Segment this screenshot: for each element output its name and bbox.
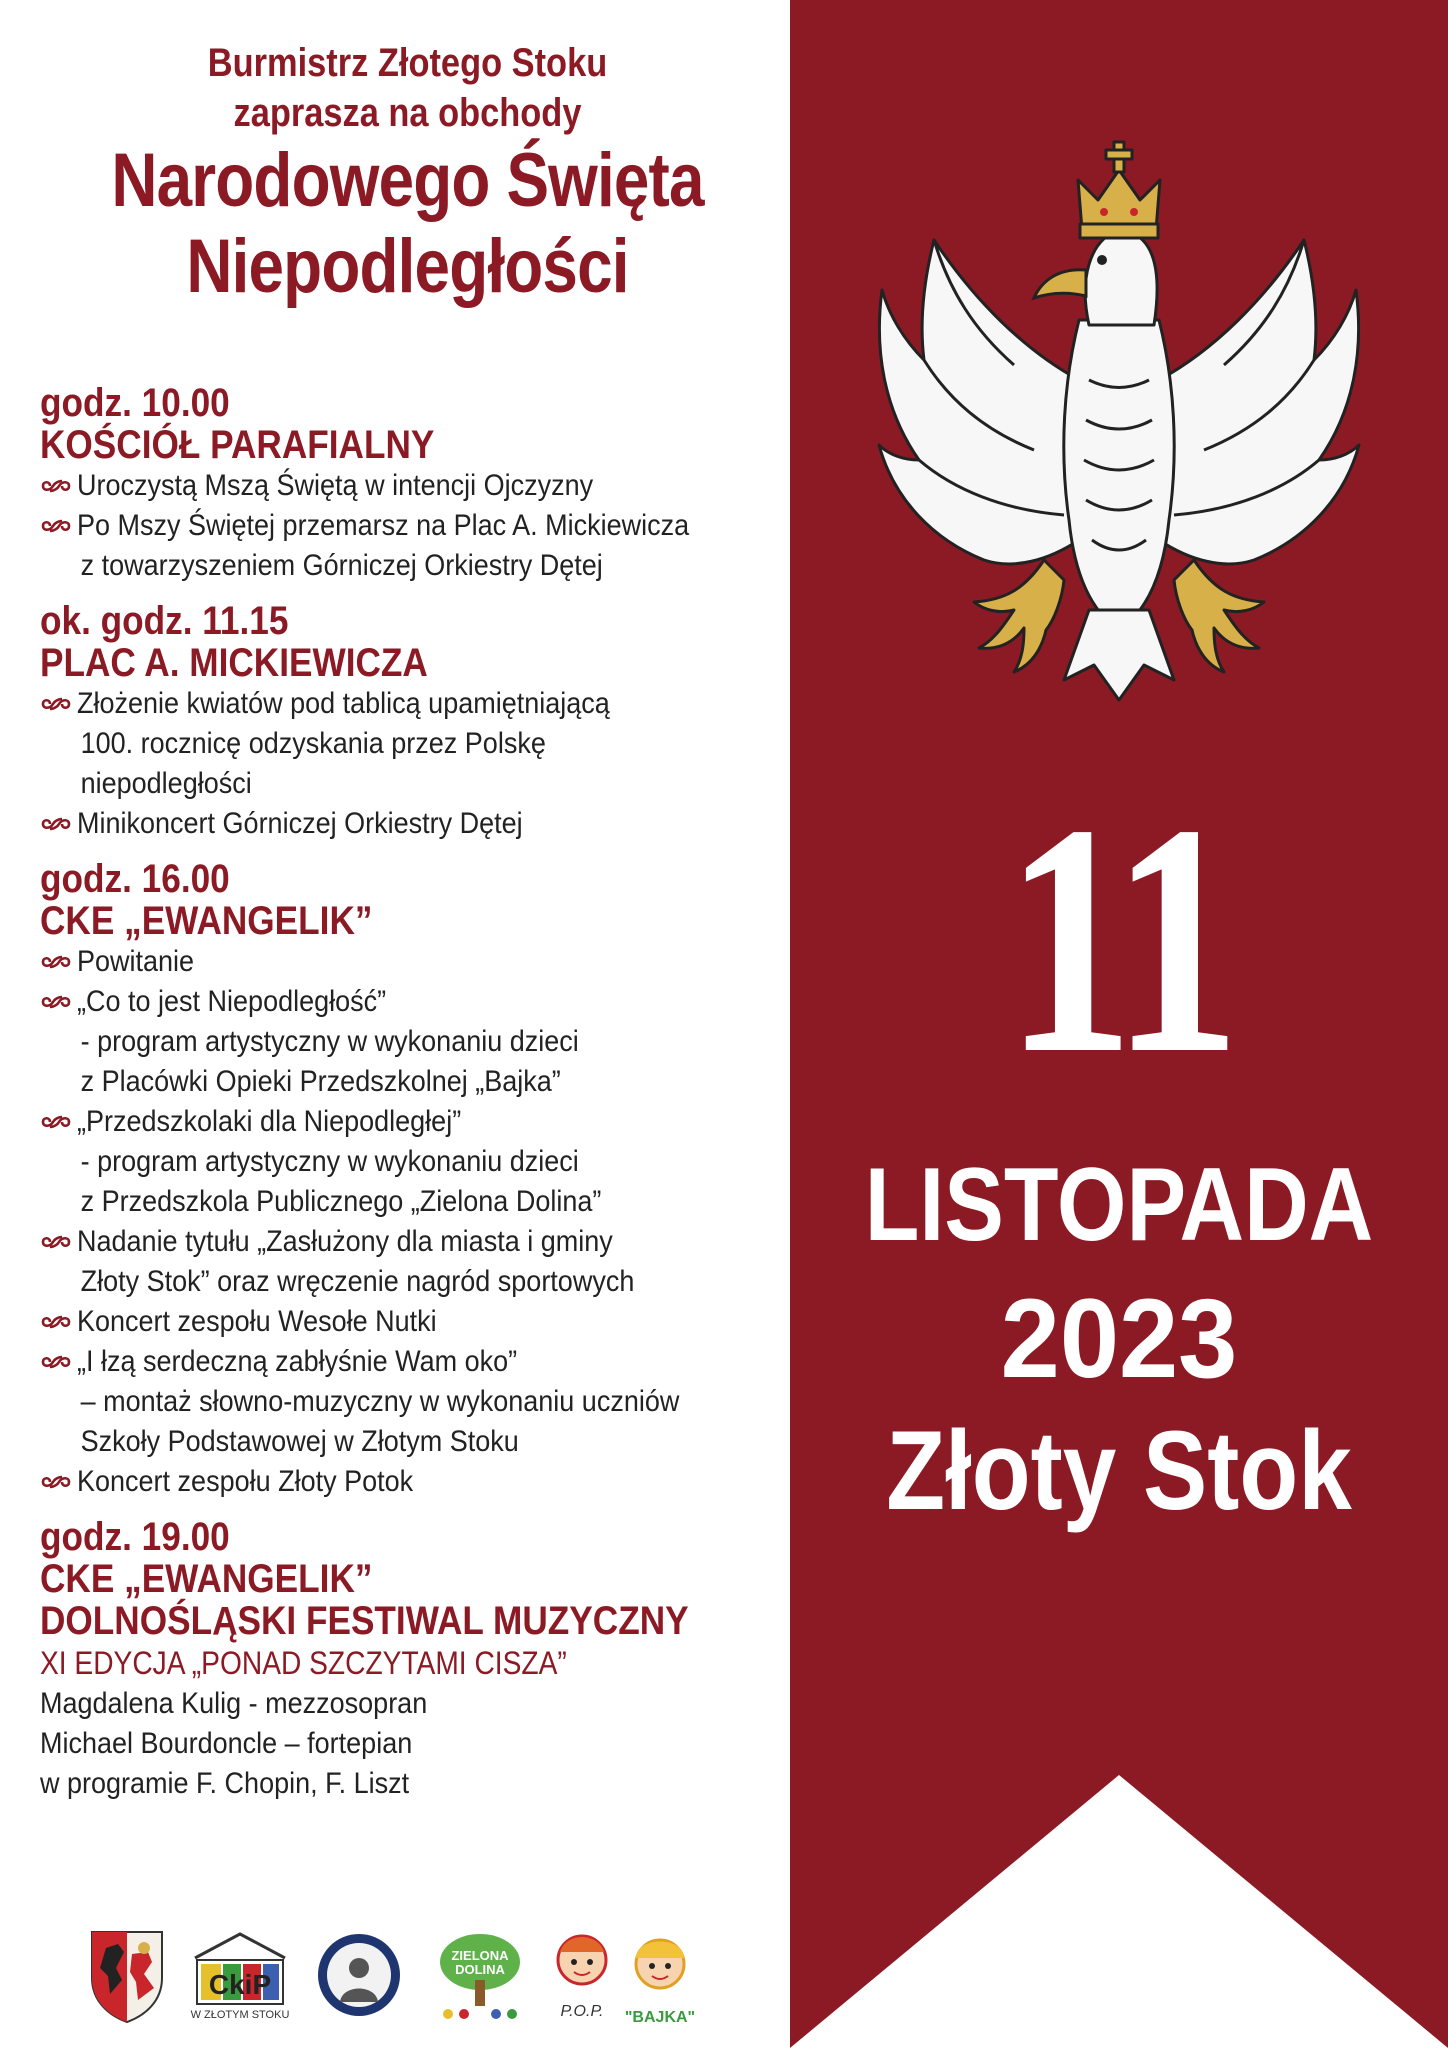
bajka-text: "BAJKA" <box>624 2009 696 2026</box>
chain-link-icon <box>40 518 72 534</box>
program-item <box>40 506 800 586</box>
section-time: ok. godz. 11.15 <box>40 599 289 643</box>
section-place: PLAC A. MICKIEWICZA <box>40 641 428 685</box>
section-place: CKE „EWANGELIK” <box>40 1557 373 1601</box>
event-schedule <box>40 382 800 1818</box>
program-item <box>40 466 800 506</box>
section-place: CKE „EWANGELIK” <box>40 899 373 943</box>
program-item-text: „Przedszkolaki dla Niepodległej” <box>77 1105 462 1138</box>
program-item <box>40 982 800 1102</box>
chain-link-icon <box>40 1234 72 1250</box>
program-item-continuation: niepodległości <box>80 767 252 800</box>
program-item-continuation: Szkoły Podstawowej w Złotym Stoku <box>80 1425 519 1458</box>
program-item-text: Po Mszy Świętej przemarsz na Plac A. Mickiewicza <box>77 509 690 542</box>
schedule-section <box>40 858 800 1502</box>
schedule-section <box>40 600 800 844</box>
program-item-continuation: z Placówki Opieki Przedszkolnej „Bajka” <box>80 1065 561 1098</box>
pop-bajka-logo <box>550 1926 700 2035</box>
festival-edition: XI EDYCJA „PONAD SZCZYTAMI CISZA” <box>40 1645 567 1681</box>
program-item-text: „I łzą serdeczną zabłyśnie Wam oko” <box>77 1345 518 1378</box>
performer-line: Michael Bourdoncle – fortepian <box>40 1727 413 1760</box>
chain-link-icon <box>40 696 72 712</box>
header-line-invites: zaprasza na obchody <box>233 91 582 135</box>
performer-line: Magdalena Kulig - mezzosopran <box>40 1687 428 1720</box>
chain-link-icon <box>40 1354 72 1370</box>
program-item-continuation: – montaż słowno-muzyczny w wykonaniu uczniów <box>80 1385 680 1418</box>
schedule-section <box>40 382 800 586</box>
chain-link-icon <box>40 954 72 970</box>
program-item-continuation: Złoty Stok” oraz wręczenie nagród sportowych <box>80 1265 635 1298</box>
zielona-dolina-logo <box>432 1928 528 2029</box>
chain-link-icon <box>40 994 72 1010</box>
program-item-text: „Co to jest Niepodległość” <box>77 985 387 1018</box>
section-place: KOŚCIÓŁ PARAFIALNY <box>40 423 435 467</box>
schedule-section-concert <box>40 1516 800 1804</box>
date-year: 2023 <box>1000 1276 1238 1401</box>
chain-link-icon <box>40 816 72 832</box>
chain-link-icon <box>40 478 72 494</box>
school-seal-logo <box>316 1932 402 2023</box>
program-item-text: Złożenie kwiatów pod tablicą upamiętniającą <box>77 687 610 720</box>
header-title-line1: Narodowego Święta <box>111 138 704 223</box>
program-item <box>40 942 800 982</box>
date-banner <box>790 0 1448 2048</box>
event-city: Złoty Stok <box>886 1408 1352 1533</box>
program-item <box>40 804 800 844</box>
program-item-continuation: z Przedszkola Publicznego „Zielona Dolina” <box>80 1185 602 1218</box>
coat-of-arms-logo <box>88 1928 166 2029</box>
date-day: 11 <box>1005 757 1233 1122</box>
program-item <box>40 1222 800 1302</box>
date-month: LISTOPADA <box>864 1147 1374 1263</box>
program-item-text: Minikoncert Górniczej Orkiestry Dętej <box>77 807 523 840</box>
program-item-text: Uroczystą Mszą Świętą w intencji Ojczyzny <box>77 469 594 502</box>
ckip-logo <box>185 1930 295 2027</box>
program-item <box>40 684 800 804</box>
zielona-dolina-text2: DOLINA <box>455 1962 505 1977</box>
section-time: godz. 16.00 <box>40 857 230 901</box>
program-item-continuation: - program artystyczny w wykonaniu dzieci <box>80 1145 579 1178</box>
ckip-logo-text: CkiP <box>208 1969 272 2000</box>
program-item <box>40 1102 800 1222</box>
chain-link-icon <box>40 1474 72 1490</box>
header-title-line2: Niepodległości <box>186 224 629 309</box>
chain-link-icon <box>40 1114 72 1130</box>
program-item <box>40 1462 800 1502</box>
performer-line: w programie F. Chopin, F. Liszt <box>40 1767 410 1800</box>
program-item-continuation: z towarzyszeniem Górniczej Orkiestry Dętej <box>80 549 603 582</box>
section-time: godz. 19.00 <box>40 1515 230 1559</box>
program-item-continuation: 100. rocznicę odzyskania przez Polskę <box>80 727 546 760</box>
program-item <box>40 1302 800 1342</box>
zielona-dolina-text1: ZIELONA <box>451 1948 509 1963</box>
sponsor-logos <box>80 1920 720 2030</box>
program-item <box>40 1342 800 1462</box>
section-time: godz. 10.00 <box>40 381 230 425</box>
program-item-continuation: - program artystyczny w wykonaniu dzieci <box>80 1025 579 1058</box>
white-eagle-icon <box>864 120 1374 725</box>
program-item-text: Powitanie <box>77 945 195 978</box>
header-line-mayor: Burmistrz Złotego Stoku <box>207 41 608 85</box>
festival-name: DOLNOŚLĄSKI FESTIWAL MUZYCZNY <box>40 1599 689 1643</box>
pop-text: P.O.P. <box>560 2003 604 2020</box>
program-item-text: Nadanie tytułu „Zasłużony dla miasta i gminy <box>77 1225 613 1258</box>
program-item-text: Koncert zespołu Złoty Potok <box>77 1465 414 1498</box>
invitation-header <box>20 38 795 310</box>
program-item-text: Koncert zespołu Wesołe Nutki <box>77 1305 437 1338</box>
chain-link-icon <box>40 1314 72 1330</box>
ckip-logo-caption: W ZŁOTYM STOKU <box>190 2009 290 2021</box>
